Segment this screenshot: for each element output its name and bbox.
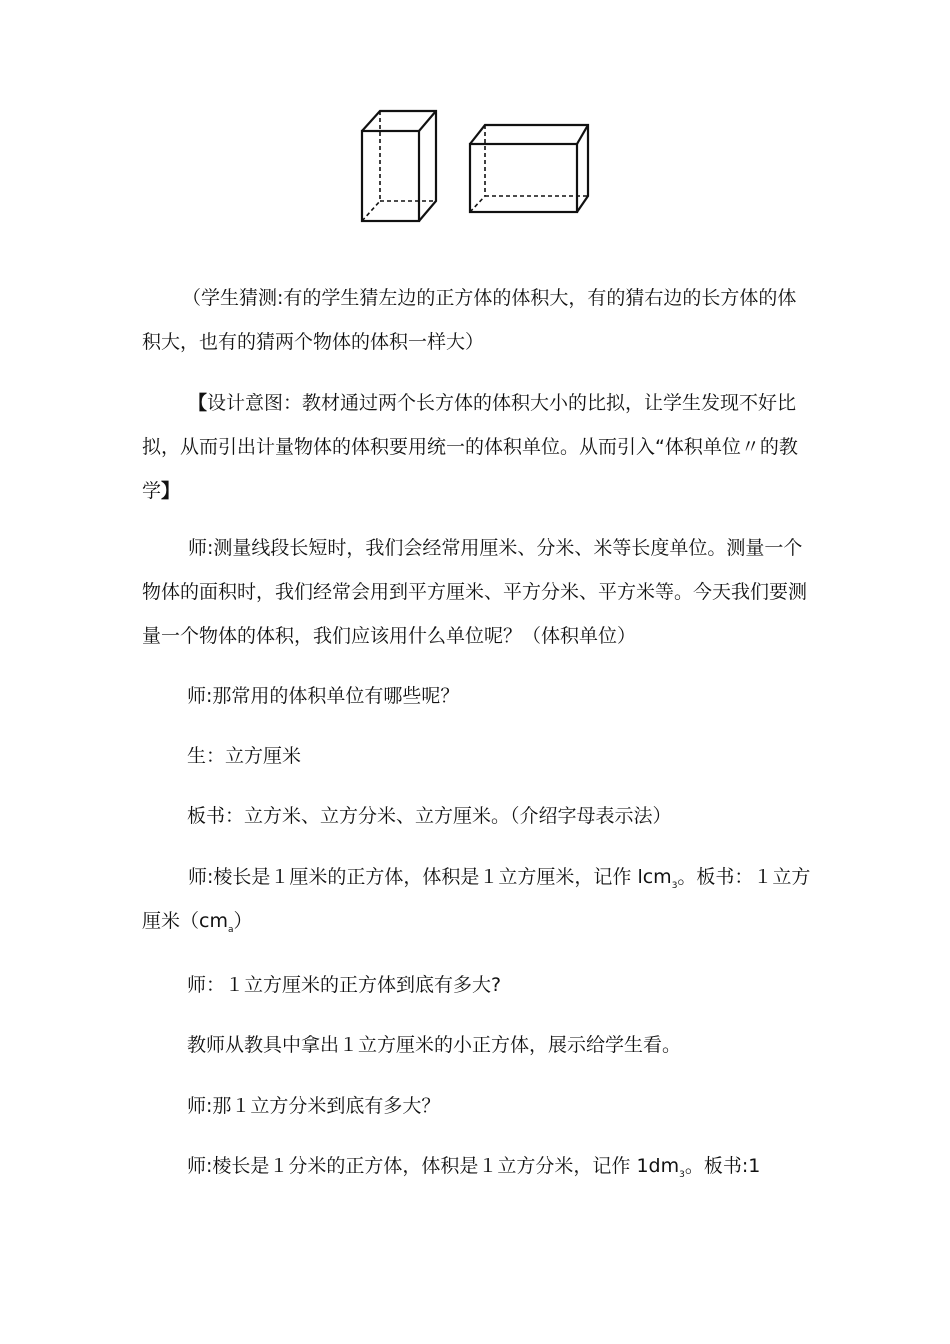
paragraph-blackboard-units: 板书：立方米、立方分米、立方厘米。（介绍字母表示法）: [187, 805, 672, 827]
dm-text-a: 师:棱长是１分米的正方体，体积是１立方分米，记作 1dm: [187, 1155, 680, 1177]
cm-superscript-1: 3: [671, 880, 678, 891]
design-intent-text: 设计意图：教材通过两个长方体的体积大小的比拟，让学生发现不好比拟，从而引出计量物体的体积要用统一的体积单位。从而引入“体积单位〃的教学: [142, 392, 798, 502]
dm-superscript: 3: [679, 1169, 685, 1180]
paragraph-teacher-units-question: 师:测量线段长短时，我们会经常用厘米、分米、米等长度单位。测量一个物体的面积时，我们经常会用到平方厘米、平方分米、平方米等。今天我们要测量一个物体的体积，我们应该用什么单位呢？（体积单位）: [142, 537, 808, 647]
cm-text-a: 师:棱长是１厘米的正方体，体积是１立方厘米，记作 lcm: [188, 866, 672, 888]
right-cuboid-hidden-edges: [470, 125, 588, 212]
paragraph-design-intent: [142, 381, 812, 513]
cm-text-c: ）: [233, 910, 253, 932]
dm-text-b: 。板书:1: [684, 1155, 761, 1177]
bracket-close: 】: [161, 480, 181, 502]
paragraph-cubic-centimeter: [142, 855, 812, 943]
cm-superscript-2: a: [227, 924, 234, 935]
right-cuboid: [470, 125, 588, 212]
bracket-open: 【: [188, 392, 208, 414]
paragraph-teacher-common-units: 师:那常用的体积单位有哪些呢？: [187, 685, 460, 707]
left-cuboid-hidden-edges: [362, 111, 436, 221]
paragraph-student-answer: 生：立方厘米: [187, 745, 302, 767]
paragraph-cubic-decimeter: [187, 1144, 827, 1188]
paragraph-dm-size-question: 师:那１立方分米到底有多大？: [187, 1095, 441, 1117]
paragraph-cm-size-question: 师：１立方厘米的正方体到底有多大?: [187, 974, 502, 996]
left-cuboid: [362, 111, 436, 221]
paragraph-teacher-demo: 教师从教具中拿出１立方厘米的小正方体，展示给学生看。: [187, 1034, 682, 1056]
two-cuboids-figure: [355, 105, 595, 230]
paragraph-student-guess: （学生猜测:有的学生猜左边的正方体的体积大，有的猜右边的长方体的体积大，也有的猜两个物体的体积一样大）: [142, 287, 797, 353]
cm-text-b: 。板书：１立方厘米（cm: [142, 866, 811, 932]
